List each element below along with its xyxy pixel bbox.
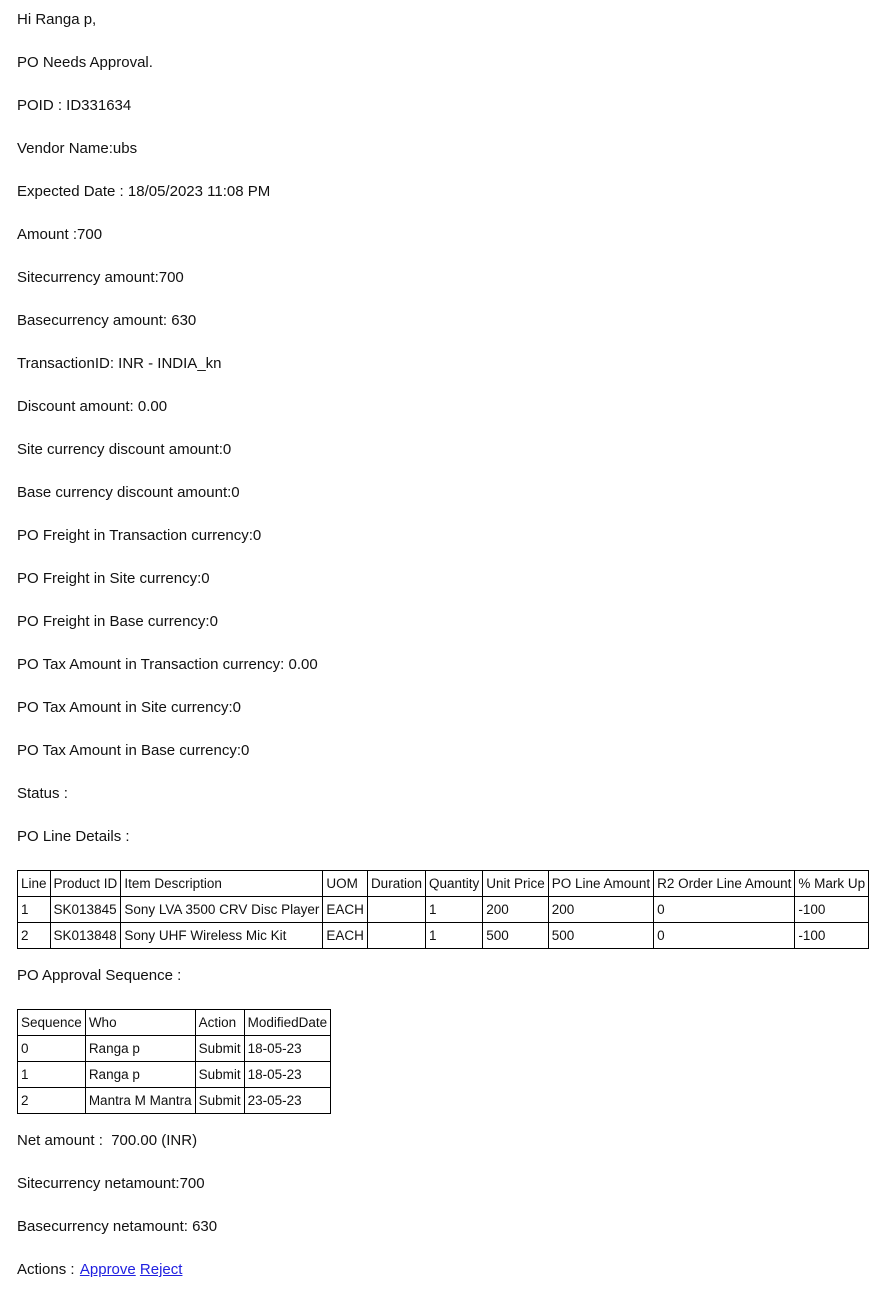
table-cell: 500 (548, 923, 653, 949)
table-cell: -100 (795, 923, 869, 949)
po-line-details-table (17, 870, 869, 949)
table-cell: 200 (548, 897, 653, 923)
table-cell: Submit (195, 1088, 244, 1114)
actions-label: Actions : (17, 1261, 75, 1278)
table-cell: Sony UHF Wireless Mic Kit (121, 923, 323, 949)
info-line: PO Tax Amount in Base currency:0 (17, 742, 250, 759)
table-cell: Sony LVA 3500 CRV Disc Player (121, 897, 323, 923)
column-header: Item Description (121, 871, 323, 897)
po-approval-sequence-heading: PO Approval Sequence : (17, 967, 182, 984)
po-approval-sequence-table (17, 1009, 331, 1114)
info-line: POID : ID331634 (17, 97, 132, 114)
info-line: PO Freight in Base currency:0 (17, 613, 218, 630)
column-header: Who (85, 1010, 195, 1036)
column-header: R2 Order Line Amount (654, 871, 795, 897)
info-line: Amount :700 (17, 226, 103, 243)
summary-line: Sitecurrency netamount:700 (17, 1175, 205, 1192)
approve-link[interactable]: Approve (79, 1261, 136, 1278)
table-cell: 1 (425, 923, 482, 949)
table-cell (367, 923, 425, 949)
info-line: Site currency discount amount:0 (17, 441, 232, 458)
table-row (18, 897, 869, 923)
table-cell: -100 (795, 897, 869, 923)
column-header: Duration (367, 871, 425, 897)
po-info-lines (17, 96, 790, 803)
table-cell: Ranga p (85, 1036, 195, 1062)
header-row (18, 1010, 331, 1036)
table-cell: 2 (18, 1088, 86, 1114)
reject-link[interactable]: Reject (139, 1261, 183, 1278)
table-cell: 18-05-23 (244, 1036, 331, 1062)
column-header: Sequence (18, 1010, 86, 1036)
summary-line: Basecurrency netamount: 630 (17, 1218, 218, 1235)
column-header: Quantity (425, 871, 482, 897)
table-row (18, 1036, 331, 1062)
table-cell: EACH (323, 897, 368, 923)
table-cell: 0 (654, 923, 795, 949)
table-row (18, 1088, 331, 1114)
column-header: Line (18, 871, 51, 897)
info-line: Sitecurrency amount:700 (17, 269, 184, 286)
table-cell: Ranga p (85, 1062, 195, 1088)
actions-line (17, 1260, 790, 1279)
intro-line: PO Needs Approval. (17, 54, 153, 71)
info-line: PO Tax Amount in Site currency:0 (17, 699, 241, 716)
table-cell: 0 (654, 897, 795, 923)
info-line: Discount amount: 0.00 (17, 398, 168, 415)
table-cell: 500 (483, 923, 549, 949)
table-cell (367, 897, 425, 923)
info-line: Basecurrency amount: 630 (17, 312, 197, 329)
info-line: Expected Date : 18/05/2023 11:08 PM (17, 183, 271, 200)
table-cell: 2 (18, 923, 51, 949)
table-cell: 0 (18, 1036, 86, 1062)
info-line: PO Freight in Transaction currency:0 (17, 527, 262, 544)
table-cell: SK013848 (50, 923, 121, 949)
column-header: % Mark Up (795, 871, 869, 897)
info-line: PO Freight in Site currency:0 (17, 570, 210, 587)
column-header: Unit Price (483, 871, 549, 897)
table-cell: EACH (323, 923, 368, 949)
info-line: TransactionID: INR - INDIA_kn (17, 355, 222, 372)
column-header: Product ID (50, 871, 121, 897)
table-cell: 200 (483, 897, 549, 923)
table-row (18, 923, 869, 949)
po-line-details-heading: PO Line Details : (17, 828, 130, 845)
table-cell: Submit (195, 1062, 244, 1088)
summary-line: Net amount : 700.00 (INR) (17, 1132, 198, 1149)
table-cell: Mantra M Mantra (85, 1088, 195, 1114)
info-line: Base currency discount amount:0 (17, 484, 240, 501)
table-cell: 23-05-23 (244, 1088, 331, 1114)
info-line: Status : (17, 785, 68, 802)
table-cell: 1 (425, 897, 482, 923)
column-header: UOM (323, 871, 368, 897)
column-header: ModifiedDate (244, 1010, 331, 1036)
table-row (18, 1062, 331, 1088)
table-cell: 1 (18, 1062, 86, 1088)
table-cell: 1 (18, 897, 51, 923)
column-header: PO Line Amount (548, 871, 653, 897)
summary-lines (17, 1131, 790, 1236)
table-cell: Submit (195, 1036, 244, 1062)
info-line: PO Tax Amount in Transaction currency: 0.00 (17, 656, 318, 673)
table-cell: 18-05-23 (244, 1062, 331, 1088)
info-line: Vendor Name:ubs (17, 140, 138, 157)
greeting: Hi Ranga p, (17, 11, 97, 28)
column-header: Action (195, 1010, 244, 1036)
header-row (18, 871, 869, 897)
table-cell: SK013845 (50, 897, 121, 923)
